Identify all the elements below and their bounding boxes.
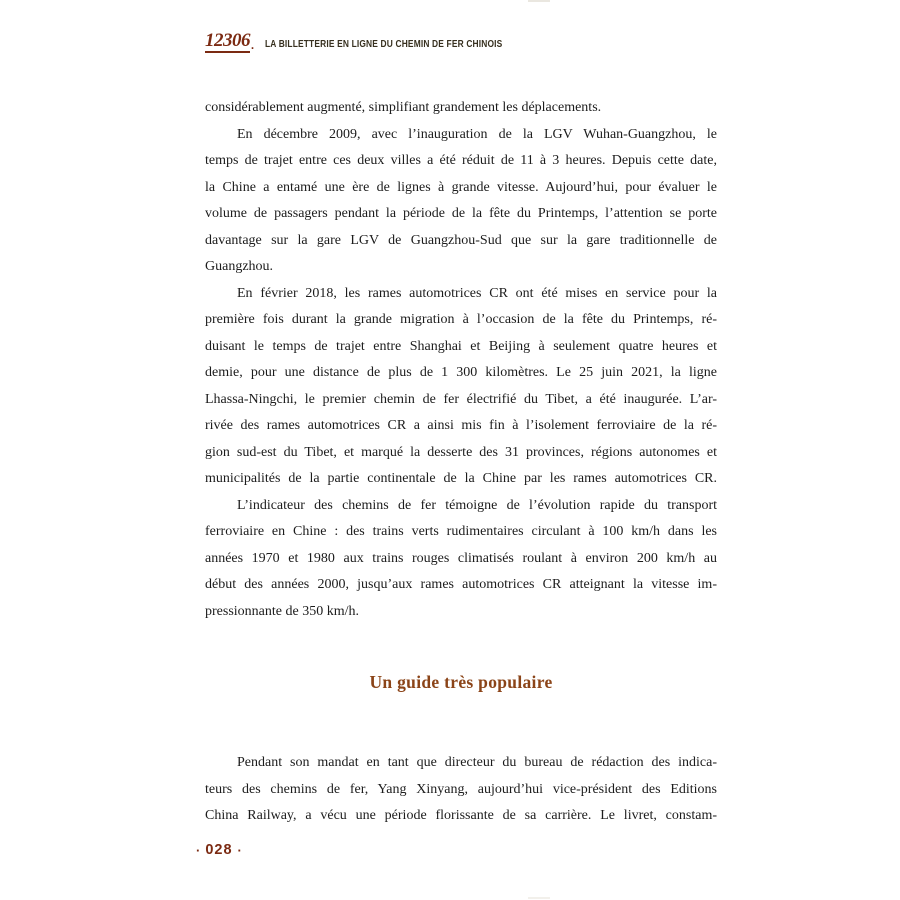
scan-crop-mark-bottom bbox=[528, 897, 550, 899]
text-line: L’indicateur des chemins de fer témoigne de l’évolution rapide du transport bbox=[237, 497, 717, 513]
page-number-left-dot: · bbox=[196, 842, 201, 858]
text-line: la Chine a entamé une ère de lignes à grande vitesse. Aujourd’hui, pour évaluer le bbox=[205, 179, 717, 195]
text-line: En décembre 2009, avec l’inauguration de la LGV Wuhan-Guangzhou, le bbox=[237, 126, 717, 142]
body-text-lower bbox=[205, 750, 717, 830]
text-line: demie, pour une distance de plus de 1 300 kilomètres. Le 25 juin 2021, la ligne bbox=[205, 365, 717, 380]
text-line: Lhassa-Ningchi, le premier chemin de fer électrifié du Tibet, a été inaugurée. L’ar- bbox=[205, 391, 717, 407]
running-header bbox=[205, 31, 562, 53]
text-line: davantage sur la gare LGV de Guangzhou-Sud que sur la gare traditionnelle de bbox=[205, 232, 717, 248]
text-line: China Railway, a vécu une période florissante de sa carrière. Le livret, constam- bbox=[205, 808, 717, 823]
text-line: pressionnante de 350 km/h. bbox=[205, 603, 359, 619]
body-text-upper bbox=[205, 95, 717, 625]
text-line: teurs des chemins de fer, Yang Xinyang, aujourd’hui vice-président des Editions bbox=[205, 781, 717, 797]
text-line: Pendant son mandat en tant que directeur du bureau de rédaction des indica- bbox=[237, 755, 717, 770]
text-line: volume de passagers pendant la période de la fête du Printemps, l’attention se porte bbox=[205, 206, 717, 221]
paragraph bbox=[205, 122, 717, 281]
text-line: années 1970 et 1980 aux trains rouges climatisés roulant à environ 200 km/h au bbox=[205, 550, 717, 566]
page-number-value: 028 bbox=[205, 842, 233, 858]
text-line: rivée des rames automotrices CR a ainsi mis fin à l’isolement ferroviaire de la ré- bbox=[205, 418, 717, 433]
paragraph bbox=[205, 750, 717, 830]
text-line: temps de trajet entre ces deux villes a été réduit de 11 à 3 heures. Depuis cette date, bbox=[205, 153, 717, 168]
text-line: En février 2018, les rames automotrices CR ont été mises en service pour la bbox=[237, 285, 717, 301]
paragraph bbox=[205, 493, 717, 626]
text-line: Guangzhou. bbox=[205, 259, 274, 274]
scan-crop-mark-top bbox=[528, 0, 550, 2]
paragraph bbox=[205, 281, 717, 493]
paragraph bbox=[205, 95, 717, 122]
text-line: considérablement augmenté, simplifiant grandement les déplacements. bbox=[205, 100, 602, 115]
text-line: première fois durant la grande migration à l’occasion de la fête du Printemps, ré- bbox=[205, 312, 717, 327]
header-tagline: LA BILLETTERIE EN LIGNE DU CHEMIN DE FER CHINOIS bbox=[265, 37, 503, 50]
text-line: municipalités de la partie continentale de la Chine par les rames automotrices CR. bbox=[205, 471, 717, 486]
text-line: gion sud-est du Tibet, et marqué la desserte des 31 provinces, régions autonomes et bbox=[205, 444, 717, 460]
page-number bbox=[196, 842, 242, 858]
logo-dot: . bbox=[251, 38, 254, 52]
page-number-right-dot: · bbox=[237, 842, 242, 858]
text-line: ferroviaire en Chine : des trains verts rudimentaires circulant à 100 km/h dans les bbox=[205, 524, 717, 539]
section-heading: Un guide très populaire bbox=[369, 672, 553, 692]
logo-12306: 12306 bbox=[205, 30, 250, 51]
text-line: début des années 2000, jusqu’aux rames automotrices CR atteignant la vitesse im- bbox=[205, 577, 717, 592]
text-line: duisant le temps de trajet entre Shanghai et Beijing à seulement quatre heures et bbox=[205, 338, 717, 354]
